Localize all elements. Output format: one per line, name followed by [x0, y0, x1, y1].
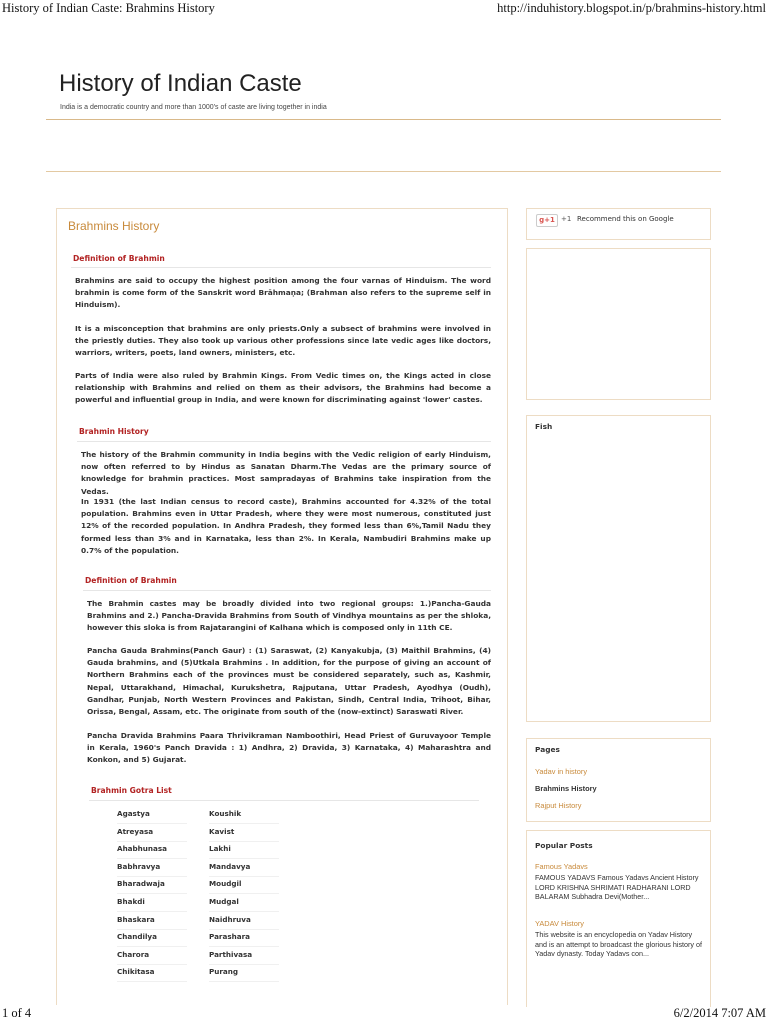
paragraph: Parts of India were also ruled by Brahmin Kings. From Vedic times on, the Kings acted in close relationship with Brahmins and relied on them as their advisors, the Brahmins had become a powerful and influential group in India, and were known for discriminating against 'lower' castes.: [75, 371, 491, 405]
paragraph: Brahmins are said to occupy the highest position among the four varnas of Hinduism. The word brahmin is come form of the Sanskrit word Brāhmaṇa; (Brahman also refers to the supreme self in Hinduism).: [75, 276, 491, 310]
sidebar-widget-empty: [526, 248, 711, 400]
sidebar-widget-fish: [526, 415, 711, 722]
gotra-cell: Ahabhunasa: [117, 844, 187, 859]
section-heading: Definition of Brahmin: [73, 254, 165, 263]
gotra-cell: Lakhi: [209, 844, 279, 859]
paragraph: The Brahmin castes may be broadly divided into two regional groups: 1.)Pancha-Gauda Brahmins and 2.) Pancha-Dravida Brahmins from South of Vindhya mountains as per the shloka, however this sloka is from Rajatarangini of Kalhana which is composed only in 11th CE.: [87, 599, 491, 633]
print-header: [0, 0, 768, 18]
gotra-cell: Agastya: [117, 809, 187, 824]
print-page-title: History of Indian Caste: Brahmins History: [2, 1, 215, 15]
gotra-cell: Chandilya: [117, 932, 187, 947]
print-page-number: 1 of 4: [2, 1006, 32, 1020]
gplus-button[interactable]: g+1: [536, 214, 558, 227]
sidebar-widget-popular-posts: [526, 830, 711, 1007]
gplus-count: +1: [561, 215, 572, 223]
widget-heading: Popular Posts: [535, 841, 593, 850]
header-divider: [46, 119, 721, 120]
section-divider: [83, 590, 491, 591]
section-divider: [71, 267, 491, 268]
section-heading: Brahmin Gotra List: [91, 786, 172, 795]
print-url[interactable]: http://induhistory.blogspot.in/p/brahmins-history.html: [497, 1, 766, 15]
gotra-cell: Bhaskara: [117, 915, 187, 930]
paragraph: Pancha Gauda Brahmins(Panch Gaur) : (1) Saraswat, (2) Kanyakubja, (3) Maithil Brahmins, (4) Gauda brahmins, and (5)Utkala Brahmins . In addition, for the purpose of giving an account of Northern Brahmins each of the provinces must be considered separately, such as, Kashmir, Nepal, Uttarakhand, Himachal, Kurukshetra, Rajputana, Uttar Pradesh, Ayodhya (Oudh), Gandhar, Punjab, North Western Provinces and Pakistan, Sindh, Central India, Trihoot, Bihar, Orissa, Bengal, Assam, etc. The originate from south of the (now-extinct) Saraswati River.: [87, 646, 491, 717]
gplus-widget: [526, 208, 711, 240]
paragraph: The history of the Brahmin community in India begins with the Vedic religion of early Hinduism, now often referred to by Hindus as Sanatan Dharm.The Vedas are the primary source of knowledge for brahmin practices. Most sampradayas of Brahmins take inspiration from the Vedas.: [81, 450, 491, 496]
popular-post-title[interactable]: YADAV History: [535, 919, 585, 928]
gotra-cell: Koushik: [209, 809, 279, 824]
page-link[interactable]: Yadav in history: [535, 767, 588, 776]
gotra-cell: Charora: [117, 950, 187, 965]
gplus-text: Recommend this on Google: [577, 215, 674, 223]
gotra-cell: Parthivasa: [209, 950, 279, 965]
sidebar-widget-pages: [526, 738, 711, 822]
section-heading: Brahmin History: [79, 427, 149, 436]
popular-post-title[interactable]: Famous Yadavs: [535, 862, 588, 871]
blog-title[interactable]: History of Indian Caste: [59, 70, 302, 97]
gotra-cell: Chikitasa: [117, 967, 187, 982]
gotra-cell: Mandavya: [209, 862, 279, 877]
page-link-current[interactable]: Brahmins History: [535, 784, 597, 793]
page-link[interactable]: Rajput History: [535, 801, 582, 810]
gotra-cell: Babhravya: [117, 862, 187, 877]
gotra-cell: Mudgal: [209, 897, 279, 912]
blog-description: India is a democratic country and more than 1000's of caste are living together in india: [60, 104, 327, 111]
print-footer: [0, 1006, 768, 1024]
paragraph: In 1931 (the last Indian census to record caste), Brahmins accounted for 4.32% of the total population. Brahmins even in Uttar Pradesh, where they were most numerous, constituted just 12% of the recorded population. In Andhra Pradesh, they formed less than 6%,Tamil Nadu they formed less than 3% and in Karnataka, less than 2%. In Kerala, Nambudiri Brahmins make up 0.7% of the population.: [81, 497, 491, 555]
gotra-cell: Naidhruva: [209, 915, 279, 930]
post-title: Brahmins History: [68, 219, 160, 233]
popular-post-snippet: FAMOUS YADAVS Famous Yadavs Ancient History LORD KRISHNA SHRIMATI RADHARANI LORD BALARAM Subhadra Devi(Mother...: [535, 873, 699, 901]
widget-heading: Pages: [535, 745, 560, 754]
gotra-cell: Bharadwaja: [117, 879, 187, 894]
nav-divider: [46, 171, 721, 172]
post-container: [56, 208, 508, 1005]
gotra-cell: Parashara: [209, 932, 279, 947]
paragraph: It is a misconception that brahmins are only priests.Only a subsect of brahmins were involved in the priestly duties. They also took up various other professions since late vedic ages like doctors, warriors, writers, poets, land owners, ministers, etc.: [75, 324, 491, 358]
section-divider: [77, 441, 491, 442]
gotra-cell: Kavist: [209, 827, 279, 842]
print-datetime: 6/2/2014 7:07 AM: [673, 1006, 766, 1020]
popular-post-snippet: This website is an encyclopedia on Yadav History and is an attempt to broadcast the glorious history of Yadav dynasty. Today Yadavs con...: [535, 930, 703, 958]
gotra-cell: Purang: [209, 967, 279, 982]
paragraph: Pancha Dravida Brahmins Paara Thrivikraman Namboothiri, Head Priest of Guruvayoor Temple in Kerala, 1960's Panch Dravida : 1) Andhra, 2) Dravida, 3) Karnataka, 4) Maharashtra and Konkon, and 5) Gujarat.: [87, 731, 491, 765]
section-divider: [89, 800, 479, 801]
gotra-cell: Atreyasa: [117, 827, 187, 842]
gotra-cell: Bhakdi: [117, 897, 187, 912]
widget-heading: Fish: [535, 422, 553, 431]
section-heading: Definition of Brahmin: [85, 576, 177, 585]
gotra-cell: Moudgil: [209, 879, 279, 894]
